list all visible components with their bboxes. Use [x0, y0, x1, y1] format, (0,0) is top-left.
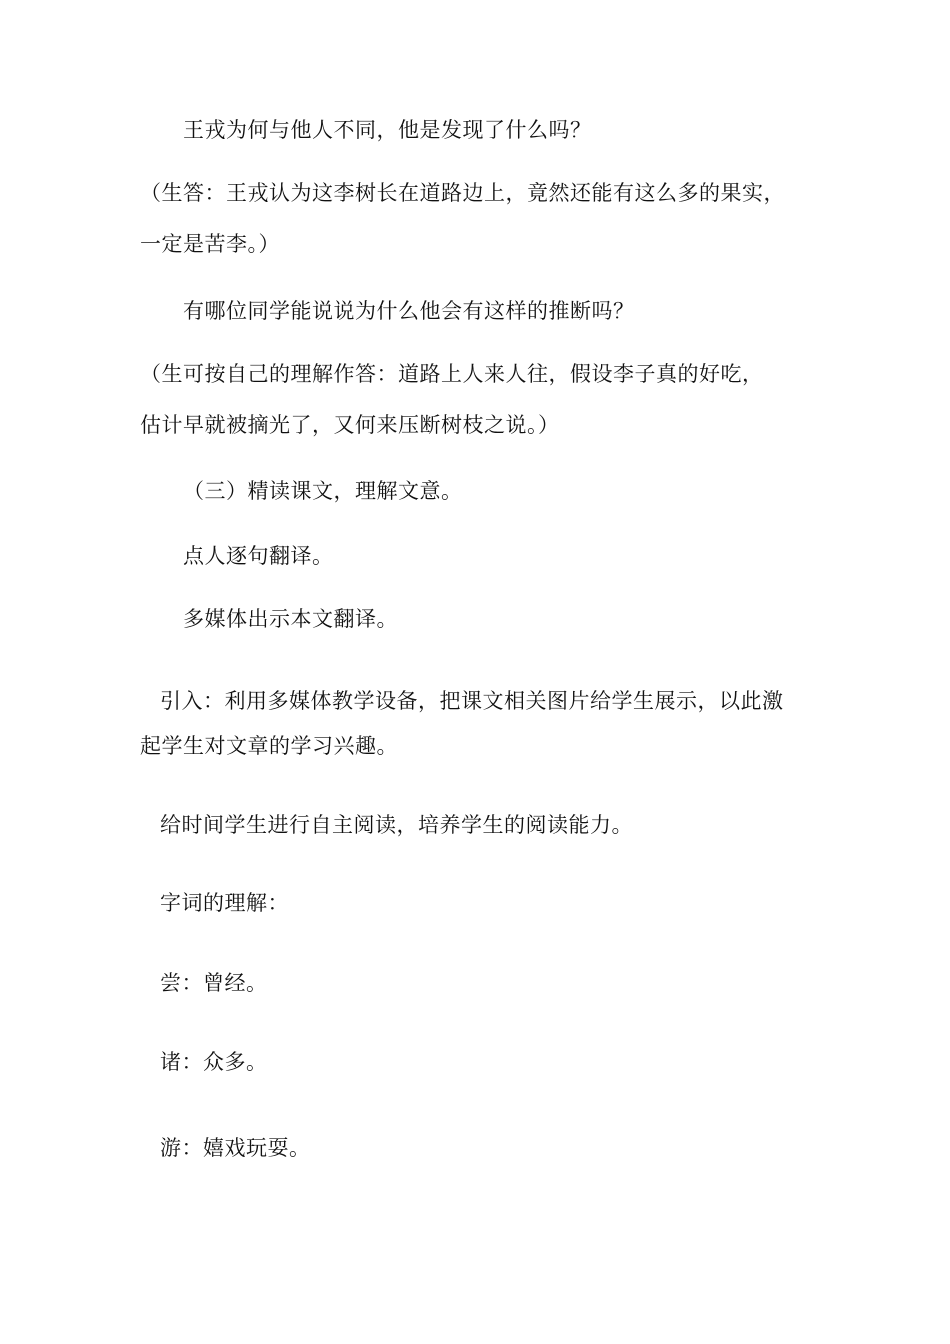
- vocab-item-you: 游：嬉戏玩耍。: [160, 1136, 311, 1160]
- step-multimedia-translation: 多媒体出示本文翻译。: [183, 607, 398, 631]
- intro-paragraph-line-2: 起学生对文章的学习兴趣。: [140, 734, 398, 758]
- vocabulary-heading: 字词的理解：: [160, 891, 289, 915]
- vocab-item-chang: 尝：曾经。: [160, 971, 268, 995]
- self-reading-paragraph: 给时间学生进行自主阅读，培养学生的阅读能力。: [160, 813, 633, 837]
- section-heading-close-reading: （三）精读课文，理解文意。: [183, 479, 463, 503]
- student-reasoning-line-1: （生可按自己的理解作答：道路上人来人往，假设李子真的好吃，: [140, 362, 764, 386]
- student-reasoning-line-2: 估计早就被摘光了，又何来压断树枝之说。）: [140, 413, 560, 437]
- student-answer-line-1: （生答：王戎认为这李树长在道路边上，竟然还能有这么多的果实，: [140, 181, 785, 205]
- question-inference: 有哪位同学能说说为什么他会有这样的推断吗？: [183, 299, 635, 323]
- step-sentence-translation: 点人逐句翻译。: [183, 544, 334, 568]
- student-answer-line-2: 一定是苦李。）: [140, 232, 280, 256]
- intro-paragraph-line-1: 引入：利用多媒体教学设备，把课文相关图片给学生展示，以此激: [160, 689, 784, 713]
- question-why-different: 王戎为何与他人不同，他是发现了什么吗？: [183, 118, 592, 142]
- vocab-item-zhu: 诸：众多。: [160, 1050, 268, 1074]
